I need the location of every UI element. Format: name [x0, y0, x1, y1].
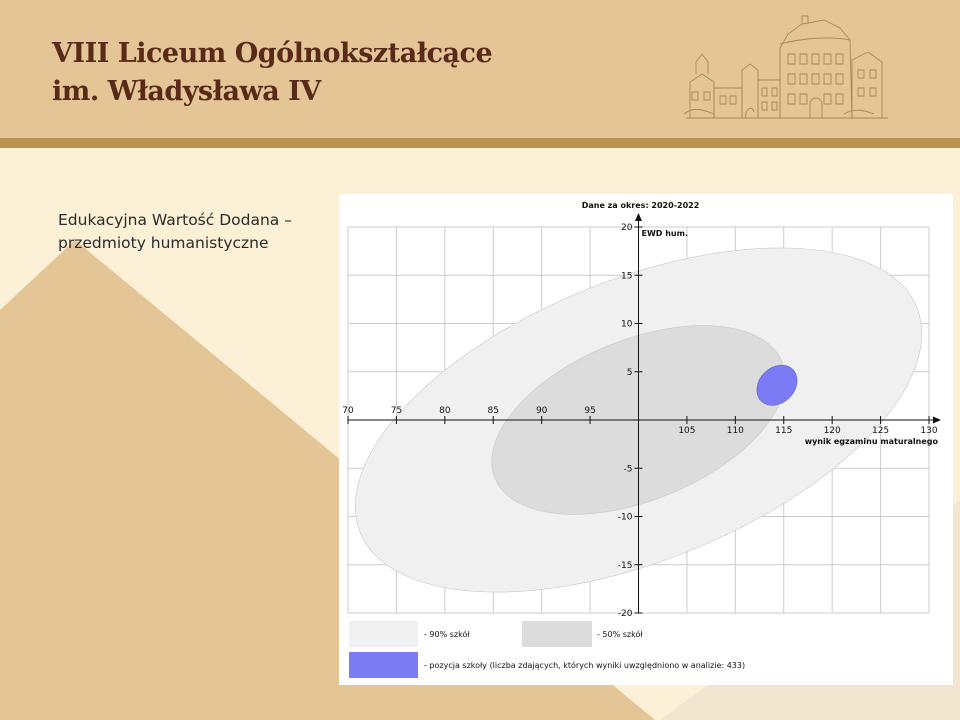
- school-name-title: VIII Liceum Ogólnokształcące: [52, 38, 493, 69]
- subtitle-line-2: przedmioty humanistyczne: [58, 234, 269, 252]
- x-tick-label: 125: [871, 426, 890, 436]
- y-tick-label: -5: [623, 464, 633, 475]
- y-axis-label: EWD hum.: [641, 229, 688, 238]
- x-tick-label: 110: [726, 426, 744, 436]
- x-tick-label: 95: [584, 406, 596, 416]
- x-axis-label: wynik egzaminu maturalnego: [804, 437, 938, 446]
- legend-swatch-50: [522, 621, 592, 647]
- x-tick-label: 75: [390, 406, 403, 416]
- castle-illustration: [684, 14, 890, 120]
- legend: [349, 621, 745, 678]
- subtitle-line-1: Edukacyjna Wartość Dodana –: [58, 211, 292, 229]
- y-tick-label: 5: [626, 367, 633, 378]
- x-tick-label: 130: [920, 426, 938, 436]
- x-tick-label: 115: [775, 426, 793, 436]
- legend-label-school: - pozycja szkoły (liczba zdających, których wyniki uwzględniono w analizie: 433): [424, 661, 746, 670]
- y-tick-label: 20: [621, 223, 633, 233]
- legend-label-50: - 50% szkół: [597, 630, 643, 639]
- x-tick-label: 120: [823, 426, 841, 436]
- y-tick-label: 15: [621, 271, 633, 282]
- chart-title: Dane za okres: 2020-2022: [581, 201, 700, 210]
- x-tick-label: 105: [678, 426, 696, 436]
- y-tick-label: 10: [621, 319, 633, 330]
- legend-label-90: - 90% szkół: [424, 630, 470, 639]
- y-tick-label: -15: [617, 560, 633, 571]
- legend-swatch-school: [349, 652, 418, 678]
- x-axis-arrow: [933, 417, 941, 424]
- section-subtitle: [58, 209, 338, 255]
- legend-swatch-90: [349, 621, 418, 647]
- header-rule: [0, 138, 960, 148]
- school-patron-title: im. Władysława IV: [52, 76, 321, 107]
- y-tick-label: -10: [617, 512, 633, 523]
- x-tick-label: 85: [487, 406, 499, 416]
- y-axis-arrow: [635, 213, 642, 221]
- ewd-chart-panel: [339, 194, 953, 685]
- y-tick-label: -20: [617, 609, 633, 619]
- x-tick-label: 70: [342, 406, 354, 416]
- ewd-chart: [339, 194, 953, 685]
- x-tick-label: 80: [439, 406, 451, 416]
- x-tick-label: 90: [535, 406, 548, 416]
